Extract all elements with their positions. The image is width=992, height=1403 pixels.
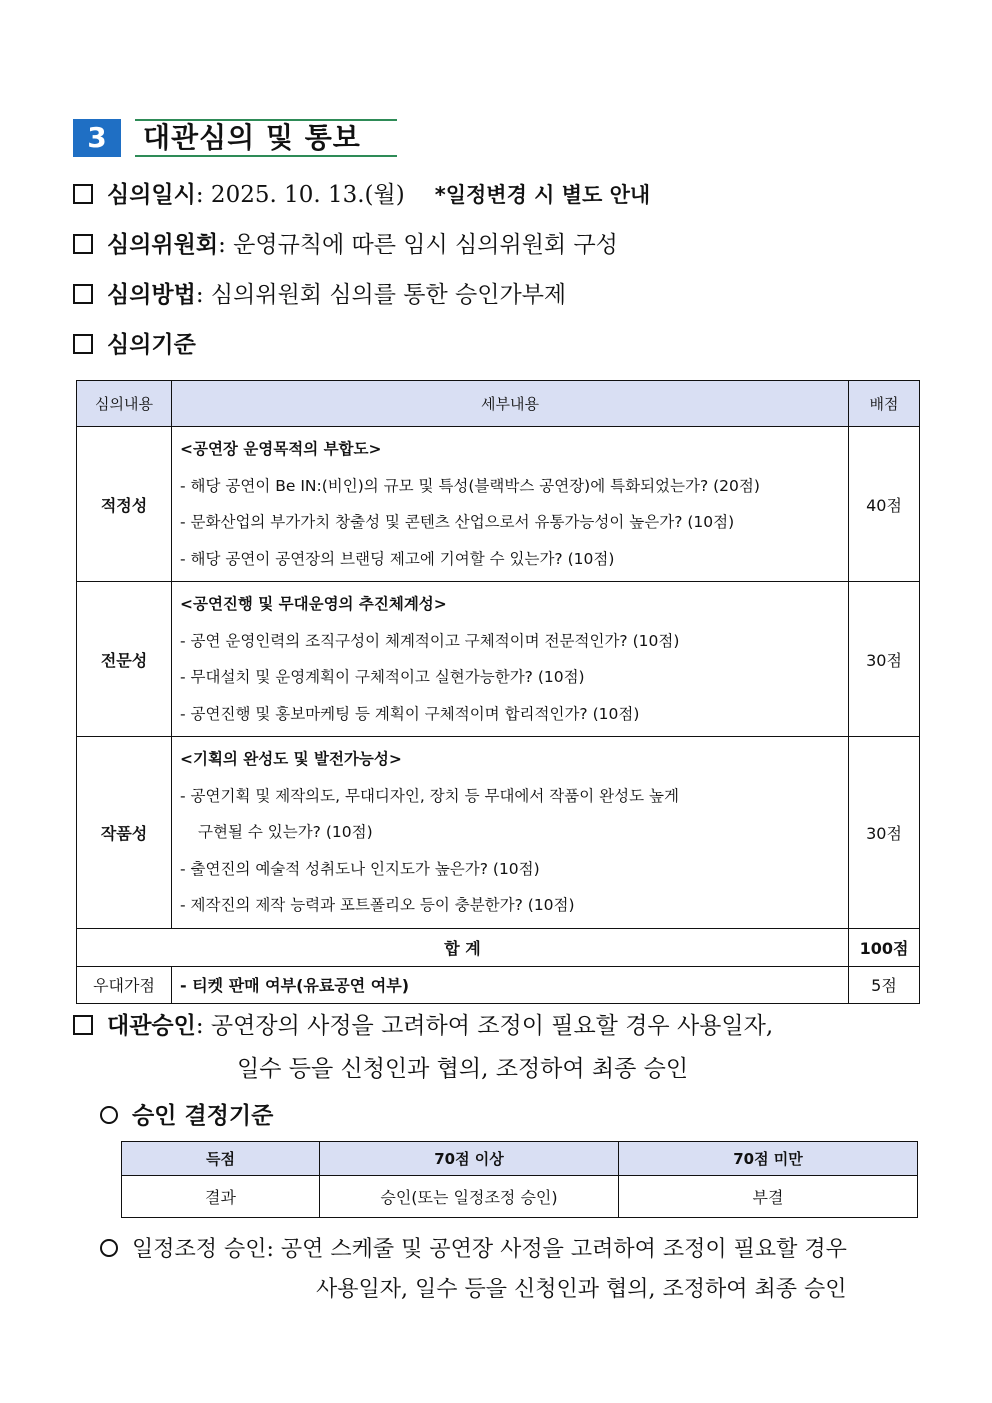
- section-title: 대관심의 및 통보: [135, 119, 397, 157]
- score-cell: 30점: [849, 737, 920, 929]
- detail-line: - 공연진행 및 홍보마케팅 등 계획이 구체적이며 합리적인가? (10점): [180, 704, 640, 723]
- item-method: [73, 276, 566, 309]
- detail-line: - 출연진의 예술적 성취도나 인지도가 높은가? (10점): [180, 859, 540, 878]
- detail-subtitle: <공연장 운영목적의 부합도>: [180, 440, 382, 458]
- decision-title: [100, 1097, 273, 1130]
- bonus-score: 5점: [849, 966, 920, 1003]
- category-cell: 전문성: [77, 582, 172, 737]
- detail-line: - 해당 공연이 공연장의 브랜딩 제고에 기여할 수 있는가? (10점): [180, 549, 615, 568]
- detail-subtitle: <기획의 완성도 및 발전가능성>: [180, 750, 402, 768]
- item-text: : 심의위원회 심의를 통한 승인가부제: [195, 282, 567, 308]
- circle-bullet-icon: [100, 1106, 118, 1124]
- table-row: [77, 582, 920, 737]
- approval-text-continued: 일수 등을 신청인과 협의, 조정하여 최종 승인: [237, 1056, 689, 1082]
- detail-cell: [172, 427, 849, 582]
- category-cell: 작품성: [77, 737, 172, 929]
- table-header-row: [77, 381, 920, 427]
- item-text: : 운영규칙에 따른 임시 심의위원회 구성: [218, 232, 618, 258]
- detail-line: - 제작진의 제작 능력과 포트폴리오 등이 충분한가? (10점): [180, 896, 575, 914]
- table-header-row: [122, 1142, 918, 1176]
- item-approval: [73, 1007, 773, 1040]
- header-cell: 득점: [122, 1142, 320, 1176]
- total-label: 합 계: [77, 928, 849, 966]
- header-cell: 세부내용: [172, 381, 849, 427]
- item-label: 심의일시: [107, 182, 196, 208]
- total-score: 100점: [849, 928, 920, 966]
- item-note: *일정변경 시 별도 안내: [434, 183, 651, 207]
- detail-subtitle: <공연진행 및 무대운영의 추진체계성>: [180, 595, 447, 613]
- category-cell: 적정성: [77, 427, 172, 582]
- bonus-label: 우대가점: [77, 966, 172, 1003]
- approval-text: : 공연장의 사정을 고려하여 조정이 필요할 경우 사용일자,: [195, 1013, 774, 1039]
- detail-line: - 무대설치 및 운영계획이 구체적이고 실현가능한가? (10점): [180, 668, 585, 686]
- detail-line: - 문화산업의 부가가치 창출성 및 콘텐츠 산업으로서 유통가능성이 높은가? (10점): [180, 513, 735, 531]
- schedule-adjust-item: [100, 1232, 847, 1263]
- table-cell: 결과: [122, 1176, 320, 1218]
- header-cell: 70점 미만: [619, 1142, 918, 1176]
- table-row: [77, 427, 920, 582]
- detail-cell: [172, 737, 849, 929]
- item-label: 심의위원회: [107, 232, 219, 258]
- bonus-text: - 티켓 판매 여부(유료공연 여부): [172, 966, 849, 1003]
- table-cell: 부결: [619, 1176, 918, 1218]
- total-row: [77, 928, 920, 966]
- schedule-adjust-text-continued: 사용일자, 일수 등을 신청인과 협의, 조정하여 최종 승인: [316, 1277, 847, 1302]
- checkbox-icon: [73, 334, 93, 354]
- decision-table: [121, 1141, 918, 1218]
- table-row: [122, 1176, 918, 1218]
- bonus-row: [77, 966, 920, 1003]
- checkbox-icon: [73, 284, 93, 304]
- checkbox-icon: [73, 1015, 93, 1035]
- table-cell: 승인(또는 일정조정 승인): [320, 1176, 619, 1218]
- header-cell: 70점 이상: [320, 1142, 619, 1176]
- section-number: 3: [73, 119, 121, 157]
- score-cell: 30점: [849, 582, 920, 737]
- item-text: : 2025. 10. 13.(월): [195, 182, 405, 208]
- decision-title-text: 승인 결정기준: [132, 1103, 274, 1129]
- item-criteria: [73, 326, 196, 359]
- checkbox-icon: [73, 184, 93, 204]
- header-cell: 배점: [849, 381, 920, 427]
- criteria-table: [76, 380, 920, 1004]
- table-row: [77, 737, 920, 929]
- circle-bullet-icon: [100, 1239, 118, 1257]
- item-label: 심의기준: [107, 332, 196, 358]
- item-review-date: [73, 176, 650, 209]
- approval-label: 대관승인: [107, 1013, 196, 1039]
- detail-line: 구현될 수 있는가? (10점): [198, 823, 373, 841]
- detail-line: - 해당 공연이 Be IN:(비인)의 규모 및 특성(블랙박스 공연장)에 특화되었는가? (20점): [180, 476, 760, 495]
- item-label: 심의방법: [107, 282, 196, 308]
- item-committee: [73, 226, 618, 259]
- checkbox-icon: [73, 234, 93, 254]
- detail-line: - 공연 운영인력의 조직구성이 체계적이고 구체적이며 전문적인가? (10점): [180, 631, 680, 650]
- detail-line: - 공연기획 및 제작의도, 무대디자인, 장치 등 무대에서 작품이 완성도 높게: [180, 786, 679, 805]
- detail-cell: [172, 582, 849, 737]
- header-cell: 심의내용: [77, 381, 172, 427]
- score-cell: 40점: [849, 427, 920, 582]
- schedule-adjust-text: 일정조정 승인: 공연 스케줄 및 공연장 사정을 고려하여 조정이 필요할 경우: [132, 1237, 847, 1262]
